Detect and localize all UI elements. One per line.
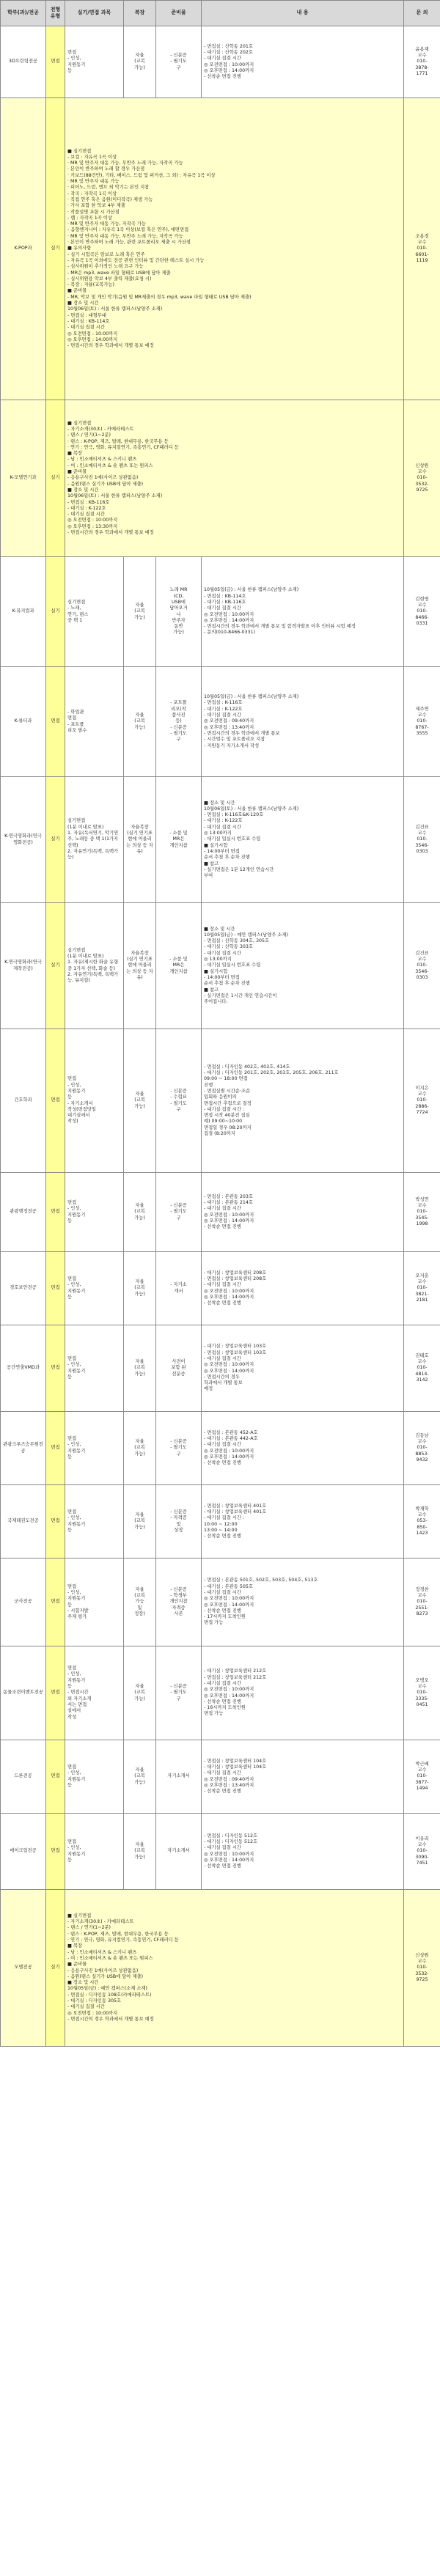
contact-cell: 박성연 교수 010- 3545- 1998 [404, 1173, 440, 1252]
contact-cell: 김현영 교수 010- 8466- 0331 [404, 557, 440, 667]
method-cell: 면접 - 인성, 지원동기 등 [65, 1740, 124, 1814]
table-row [1, 1252, 440, 1325]
header-content: 내 용 [202, 1, 404, 26]
major-cell: 공간연출VMD과 [1, 1325, 46, 1412]
content-cell: - 면접실 : 산학동 201호 - 대기실 : 산학동 202호 - 대기실 집결 시간 ◎ 오전면접 : 10:00까지 ◎ 오후면접 : 14:00까지 - 선착순 면접 진행 [202, 26, 404, 98]
prepare-cell: - 신분증 - 필기도 구 [156, 1173, 202, 1252]
prepare-cell: - 소품 및 MR은 개인지참 [156, 903, 202, 1029]
header-dress: 복장 [124, 1, 156, 26]
type-cell: 실기 [46, 557, 65, 667]
method-cell: 면접 - 인성, 지원동기 등 - 자기소개서 작성(면접당일 대기실에서 작성) [65, 1029, 124, 1173]
dress-cell: 자율복장 (실기 연기표현에 어울리는 의상 등 자유) [124, 777, 156, 903]
table-body [1, 26, 440, 2047]
table-row [1, 1814, 440, 1890]
major-cell: K-모델연기과 [1, 400, 46, 557]
method-cell: 면접 - 인성, 지원동기 등 - 면접시간 외 자기소개 서는 면접 실에서 작성 [65, 1646, 124, 1740]
dress-cell: 자율 (교복 가능) [124, 1740, 156, 1814]
prepare-cell: 노래 MR (CD, USB에 담아오거 나 반주자 동반 가능) [156, 557, 202, 667]
table-row [1, 1173, 440, 1252]
contact-cell: 윤용재 교수 010- 3878- 1771 [404, 26, 440, 98]
header-major: 학부(과)/전공 [1, 1, 46, 26]
type-cell: 면접 [46, 1412, 65, 1485]
dress-cell: 자율 (교복 가능) [124, 1814, 156, 1890]
content-cell: ■ 실기면접 - 자기소개(30초) - 카메라테스트 - 댄스 / 연기(1~2분) · 댄스 : K-POP, 재즈, 발레, 현대무용, 한국무용 등 · 연기 : 연극, 영화, 뮤지컬연기, 즉흥연기, CF패러디 등 ■ 복장 - 남 : 민소매티셔츠 & 스키니 팬츠 - 여 : 민소매티셔츠 & 숏 팬츠 또는 원피스 ■ 준비물 - 응용구사진 1매(사이즈 상관없음) - 음원(댄스 실기가 USB에 담아 제출) ■ 장소 및 시간 10월05일(금) : 예안 캠퍼스(소재 소재) - 면접실 : 디자인동 108호(카메라테스트) - 대기실 : 디자인동 305호 - 대기실 집결 시간 ◎ 오전면접 : 10:00까지 - 면접시간의 경우 학과에서 개별 통보 예정 [65, 1890, 404, 2047]
major-cell: K-POP과 [1, 98, 46, 400]
major-cell: K-연극영화과(연극영화전공) [1, 777, 46, 903]
prepare-cell: - 신분증 - 필기도 구 [156, 26, 202, 98]
content-cell: - 면접실 : 창업보육센터 401호 - 대기실 : 창업보육센터 401호 - 대기실 집결 시간 : 10:00 ~ 12:00 13:00 ~ 14:00 - 선착순 면접 진행 [202, 1485, 404, 1559]
contact-cell: 박재학 교수 053- 850- 1423 [404, 1485, 440, 1559]
table-header-row [1, 1, 440, 26]
prepare-cell: - 신분증 - 필기도 구 [156, 1412, 202, 1485]
prepare-cell: - 신분증 - 학생부 개인지참 자격증 사본 [156, 1559, 202, 1646]
type-cell: 면접 [46, 1740, 65, 1814]
contact-cell: 이지은 교수 010- 2886- 7724 [404, 1029, 440, 1173]
content-cell: - 면접실 : 창업보육센터 104호 - 대기실 : 창업보육센터 104호 - 대기실 집결 시간 ◎ 오전면접 : 09:40까지 ◎ 오후면접 : 13:40까지 - 선착순 면접 진행 [202, 1740, 404, 1814]
type-cell: 면접 [46, 1559, 65, 1646]
contact-cell: 김건표 교수 010- 3546- 0303 [404, 777, 440, 903]
dress-cell: 자율 (교복 가능) [124, 1485, 156, 1559]
major-cell: 국제태권도전공 [1, 1485, 46, 1559]
method-cell: 면접 - 인성, 지원동기 등 [65, 1252, 124, 1325]
contact-cell: 정경찬 교수 010- 2551- 8273 [404, 1559, 440, 1646]
contact-cell: 신상원 교수 010- 3532- 9725 [404, 1890, 440, 2047]
prepare-cell: - 소품 및 MR은 개인지참 [156, 777, 202, 903]
dress-cell: 자율 (교복 가능) [124, 1173, 156, 1252]
header-prepare: 준비물 [156, 1, 202, 26]
type-cell: 면접 [46, 1325, 65, 1412]
content-cell: - 면접실 : 본관동 203호 - 대기실 : 본관동 214호 - 대기실 집결 시간 ◎ 오전면접 : 10:00까지 ◎ 오후면접 : 14:00까지 - 선착순 면접 진행 [202, 1173, 404, 1252]
prepare-cell: 자기소개서 [156, 1814, 202, 1890]
major-cell: 관광행정전공 [1, 1173, 46, 1252]
method-cell: 면접 - 인성, 지원동기 등 [65, 1814, 124, 1890]
method-cell: 면접 - 인성, 지원동기 등 [65, 1325, 124, 1412]
table-row [1, 1325, 440, 1412]
method-cell: 면접 - 인성, 지원동기 등 [65, 26, 124, 98]
table-row [1, 903, 440, 1029]
major-cell: 메이크업전공 [1, 1814, 46, 1890]
major-cell: K-연극영화과(연극제작전공) [1, 903, 46, 1029]
type-cell: 면접 [46, 1814, 65, 1890]
content-cell: ■ 실기면접 - 보컬 : 자유곡 1곡 이상 · MR 및 반주자 대동 가능, 무반주 노래 가능, 자작곡 가능 · 본인이 반주하며 노래 할 경우 가산점 · 키보드(88건반), 기타, 베이스, 드럼 및 퍼커션, 그 외) : 자유곡 1곡 이상 · MR 및 반주자 대동 가능 · 피아노, 드럼, 앰프 외 악기는 본인 지참 - 작곡 : 자작곡 1곡 이상 · 직접 연주 혹은 음원(미디작곡) 재생 가능 · 가사 포함 한 악보 4부 제출 · 작품설명 포함 시 가산점 - 랩 : 자작곡 1곡 이상 · MR 및 반주자 대동 가능, 자작곡 가능 - 음향엔지니어 : 자유곡 1곡 이상(보컬 혹은 연주), 대면면접 · MR 및 반주자 대동 가능, 무반주 노래 가능, 자작곡 가능 · 본인이 반주하며 노래 가능, 관련 포트폴리오 제출 시 가산점 ■ 유의사항 - 실기 시험곡은 암보로 노래 혹은 연주 - 자유곡 1곡 이외에도 전공 관련 인터뷰 및 간단한 테스트 실시 가능 - 심사위원이 추가적인 노래 요구 가능 - MR은 mp3, wave 파일 형태로 USB에 담아 제출 - 실시위원용 악보 4부 출력 제출(요청 시) - 복장 : 자율(교복가능) ■ 준비물 - MR, 악보 및 개인 악기(음원 및 MR제출의 경우 mp3, wave 파일 형태로 USB 담아 제출) ■ 장소 및 시간 10월06일(토) : 서울 한류 캠퍼스(남양주 소재) - 면접실 : 대형무대 - 대기실 : KB-114호 - 대기실 집결 시간 ◎ 오전면접 : 10:00까지 ◎ 오후면접 : 14:00까지 - 면접시간의 경우 학과에서 개별 통보 예정 [65, 98, 404, 400]
header-contact: 문 의 [404, 1, 440, 26]
prepare-cell: - 신분증 - 자격증 및 상장 [156, 1485, 202, 1559]
dress-cell: 자율 (교복 가능) [124, 1325, 156, 1412]
dress-cell: 자율 (교복 가능) [124, 557, 156, 667]
dress-cell: 자율 (교복 가능 및 정장) [124, 1559, 156, 1646]
major-cell: 3D프린팅전공 [1, 26, 46, 98]
table-row [1, 1890, 440, 2047]
dress-cell: 자율 (교복 가능) [124, 1029, 156, 1173]
type-cell: 면접 [46, 1029, 65, 1173]
prepare-cell: 사전이 포함 된 선분증 [156, 1325, 202, 1412]
type-cell: 면접 [46, 26, 65, 98]
method-cell: 실기면접 (1분 이내로 발표) 1. 자유(제시한 화술 유형 중 1가지 선택, 화술 등) 2. 자유연기(독백, 독백가능, 뮤지컬) [65, 903, 124, 1029]
table-row [1, 26, 440, 98]
contact-cell: 오병오 교수 010- 3335- 0451 [404, 1646, 440, 1740]
table-row [1, 557, 440, 667]
type-cell: 면접 [46, 667, 65, 777]
contact-cell: 김건표 교수 010- 3546- 0303 [404, 903, 440, 1029]
dress-cell: 자율 (교복 가능) [124, 1252, 156, 1325]
table-row [1, 1029, 440, 1173]
content-cell: - 대기실 : 창업보육센터 212호 - 면접실 : 창업보육센터 212호 - 대기실 집결 시간 ◎ 오전면접 : 10:00까지 ◎ 오후면접 : 14:00까지 - 선착순 면접 진행 - 16시까지 도착인원 면접 가능 [202, 1646, 404, 1740]
content-cell: ■ 장소 및 시간 10월05일(금) : 예안 캠퍼스(남양주 소재) - 면접실 : 산학동 304호, 305호 - 대기실 : 산학동 303호 - 대기실 집결 시간 ◎ 13:00까지 - 대기실 입실시 번호표 수령 ■ 실기시험 - 14:00부터 면접 순서 추첨 후 순차 진행 ■ 참고 - 실기면접은 1시간 개인 연습시간이 주어집니다. [202, 903, 404, 1029]
type-cell: 면접 [46, 1646, 65, 1740]
table-row [1, 1412, 440, 1485]
content-cell: ■ 장소 및 시간 10월06일(토) : 서울 한류 캠퍼스(남양주 소재) - 면접실 : K-116호&K-120호 - 대기실 : K-122호 - 대기실 집결 시간 ◎ 13:00까지 - 대기실 입실시 번호표 수령 ■ 실기시험 - 14:00부터 면접 순서 추첨 후 순차 진행 ■ 참고 - 실기면접은 1분 12개인 연습시간 부여 [202, 777, 404, 903]
type-cell: 실기 [46, 777, 65, 903]
prepare-cell: 자기소개서 [156, 1740, 202, 1814]
content-cell: - 면접실 : 디자인동 512호 - 대기실 : 디자인동 512호 - 대기실 집결 시간 ◎ 오전면접 : 10:00까지 ◎ 오후면접 : 14:00까지 - 선착순 면접 진행 [202, 1814, 404, 1890]
table-row [1, 1646, 440, 1740]
dress-cell: 자율 (교복 가능) [124, 667, 156, 777]
contact-cell: 오지훈 교수 010- 3821- 2181 [404, 1252, 440, 1325]
major-cell: 드론전공 [1, 1740, 46, 1814]
major-cell: 관광크루즈승무원전공 [1, 1412, 46, 1485]
header-type: 전형유형 [46, 1, 65, 26]
contact-cell: 김동남 교수 010- 8853- 9432 [404, 1412, 440, 1485]
dress-cell: 자율 (교복 가능) [124, 26, 156, 98]
major-cell: K-뷰티과 [1, 667, 46, 777]
contact-cell: 권태호 교수 010- 4814- 3142 [404, 1325, 440, 1412]
table-row [1, 400, 440, 557]
method-cell: 실기면접 - 노래, 연기, 댄스 중 택 1 [65, 557, 124, 667]
type-cell: 면접 [46, 1173, 65, 1252]
major-cell: K-뮤지컬과 [1, 557, 46, 667]
content-cell: - 대기실 : 창업보육센터 208호 - 면접실 : 창업보육센터 208호 - 대기실 집결 시간 ◎ 오전면접 : 10:00까지 ◎ 오후면접 : 14:00까지 - 선착순 면접 진행 [202, 1252, 404, 1325]
table-row [1, 1559, 440, 1646]
type-cell: 실기 [46, 1890, 65, 2047]
table-row [1, 1740, 440, 1814]
contact-cell: 조용경 교수 010- 6601- 1119 [404, 98, 440, 400]
prepare-cell: - 신분증 - 필기도 구 [156, 1646, 202, 1740]
content-cell: ■ 실기면접 - 자기소개(30초) - 카메라테스트 - 댄스 / 연기(1~2분) · 댄스 : K-POP, 재즈, 발레, 현대무용, 한국무용 등 · 연기 : 연극, 영화, 뮤지컬연기, 즉흥연기, CF패러디 등 ■ 복장 - 남 : 민소매티셔츠 & 스키니 팬츠 - 여 : 민소매티셔츠 & 숏 팬츠 또는 원피스 ■ 준비물 - 응용구사진 1매(사이즈 상관없음) - 음원(댄스 실기가 USB에 담아 제출) ■ 장소 및 시간 10월06일(토) : 서울 한류 캠퍼스(남양주 소재) - 면접실 : KB-116호 - 대기실 : K-122호 - 대기실 집결 시간 ◎ 오전면접 : 10:00까지 ◎ 오후면접 : 13:30까지 - 면접시간의 경우 학과에서 개별 통보 예정 [65, 400, 404, 557]
dress-cell: 자율 (교복 가능) [124, 1412, 156, 1485]
table-row [1, 667, 440, 777]
method-cell: 면접 - 인성, 지원동기 등 [65, 1485, 124, 1559]
method-cell: 면접 - 인성, 지원동기 등 [65, 1173, 124, 1252]
major-cell: 동물조련이벤트전공 [1, 1646, 46, 1740]
method-cell: 면접 - 인성, 지원동기 등 - 시험지발 주제 평가 [65, 1559, 124, 1646]
content-cell: 10월05일(금) : 서울 한류 캠퍼스(남양주 소재) - 면접실 : K-116호 - 대기실 : K-122호 - 대기실 집결 시간 ◎ 오전면접 : 09:40까지 ◎ 오후면접 : 13:40까지 - 면접시간의 경우 학과에서 개별 통보 - 시간엄수 및 포트폴리오 지참 - 지원동기 자기소개서 작성 [202, 667, 404, 777]
type-cell: 실기 [46, 400, 65, 557]
major-cell: 군사전공 [1, 1559, 46, 1646]
method-cell: 실기면접 (1분 이내로 발표) 1. 자유(독서연기, 악기연주, 노래등 중 택 1(1가지 선택) 2. 자유연기(독백, 독백가능) [65, 777, 124, 903]
table-row [1, 1485, 440, 1559]
content-cell: - 대기실 : 창업보육센터 103호 - 면접실 : 창업보육센터 103호 - 대기실 집결 시간 ◎ 오전면접 : 10:00까지 ◎ 오후면접 : 14:00까지 - 면접시간의 경우 학과에서 개별 통보 예정 [202, 1325, 404, 1412]
type-cell: 면접 [46, 1485, 65, 1559]
content-cell: 10월05일(금) : 서울 한류 캠퍼스(남양주 소재) - 면접실 : KB-114호 - 대기실 : KB-116호 - 대기실 집결 시간 ◎ 오전면접 : 10:00까지 ◎ 오후면접 : 14:00까지 - 면접시간의 경우 학과에서 개별 통보 및 합격자발표 이후 인터뷰 시험 예정 - 문의(010-8466-0331) [202, 557, 404, 667]
content-cell: - 면접실 : 디자인동 402호, 403호, 414호 - 대기실 : 디자인동 201호, 202호, 203호, 205호, 206호, 211호 09:00 ~ 18:00 면접 진행 - 면접실별 시간순·조순 입회하 응원이의 면접시간 추첨으로 결정 - 대기실 집결 시간 : 면접 시작 40분전 집실 예) 09:00~10:00 면접일 경우 08:20까지 집결 (8:20까지 [202, 1029, 404, 1173]
type-cell: 면접 [46, 1252, 65, 1325]
content-cell: - 면접실 : 본관동 501호, 502호, 503호, 504호, 513호 - 대기실 : 본관동 505호 - 대기실 집결 시간 ◎ 오전면접 : 10:00까지 ◎ 오후면접 : 14:00까지 - 선착순 면접 진행 - 17시까지 도착인원 면접 가능 [202, 1559, 404, 1646]
contact-cell: 제주연 교수 010- 8767- 3555 [404, 667, 440, 777]
table-row [1, 98, 440, 400]
method-cell: 면접 - 인성, 지원동기 등 [65, 1412, 124, 1485]
contact-cell: 이유리 교수 010- 3090- 7451 [404, 1814, 440, 1890]
method-cell: - 학업관 면접 - 포트폴 리오 필수 [65, 667, 124, 777]
table-row [1, 777, 440, 903]
type-cell: 실기 [46, 903, 65, 1029]
header-method: 실기/면접 과목 [65, 1, 124, 26]
dress-cell: 자율복장 (실기 연기표현에 어울리는 의상 등 자유) [124, 903, 156, 1029]
prepare-cell: - 신분증 - 수험표 - 필기도 구 [156, 1029, 202, 1173]
major-cell: 경호보안전공 [1, 1252, 46, 1325]
major-cell: 모델전공 [1, 1890, 46, 2047]
major-cell: 간호학과 [1, 1029, 46, 1173]
dress-cell: 자율 (교복 가능) [124, 1646, 156, 1740]
type-cell: 실기 [46, 98, 65, 400]
prepare-cell: - 포트폴 리오(작 품사진 등) - 신분증 - 필기도 구 [156, 667, 202, 777]
contact-cell: 박근배 교수 010- 3877- 1494 [404, 1740, 440, 1814]
contact-cell: 신상원 교수 010- 3532- 9725 [404, 400, 440, 557]
prepare-cell: - 자기소 개서 [156, 1252, 202, 1325]
content-cell: - 면접실 : 본관동 452-A호 - 대기실 : 본관동 442-A호 - 대기실 집결 시간 ◎ 오전면접 : 10:00까지 ◎ 오후면접 : 14:00까지 - 선착순 면접 진행 [202, 1412, 404, 1485]
